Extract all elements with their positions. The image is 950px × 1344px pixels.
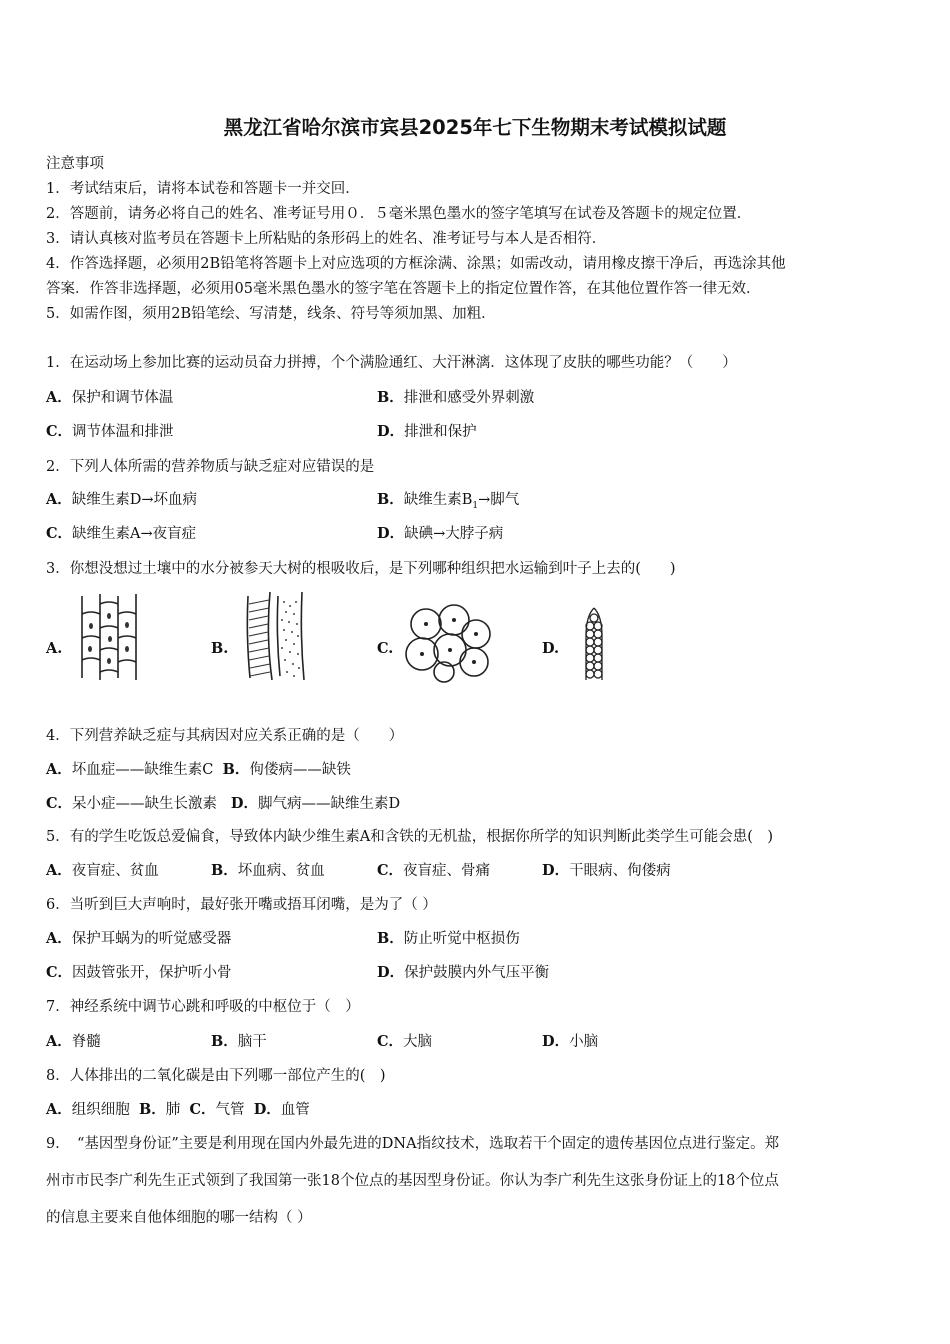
q7-option-d: D．小脑 bbox=[542, 1033, 599, 1050]
q3-option-a-label: A. bbox=[46, 640, 63, 657]
q4-options-line-2: C．呆小症——缺生长激素 D．脚气病——缺维生素D bbox=[46, 795, 401, 812]
question-1-stem: 1．在运动场上参加比赛的运动员奋力拼搏，个个满脸通红、大汗淋漓．这体现了皮肤的哪些功能？（ ） bbox=[46, 355, 737, 371]
q5-option-b: B．坏血病、贫血 bbox=[211, 862, 325, 879]
q1-option-a: A．保护和调节体温 bbox=[46, 389, 174, 406]
notice-item: 4．作答选择题，必须用2B铅笔将答题卡上对应选项的方框涂满、涂黑；如需改动，请用橡皮擦干净后，再选涂其他 bbox=[46, 256, 786, 272]
question-6-stem: 6．当听到巨大声响时，最好张开嘴或捂耳闭嘴，是为了（ ） bbox=[46, 897, 437, 913]
question-8-stem: 8．人体排出的二氧化碳是由下列哪一部位产生的( ) bbox=[46, 1068, 386, 1084]
q7-option-b: B．脑干 bbox=[211, 1033, 267, 1050]
q6-option-a: A．保护耳蜗为的听觉感受器 bbox=[46, 930, 232, 947]
q6-option-c: C．因鼓管张开，保护听小骨 bbox=[46, 964, 232, 981]
question-5-stem: 5．有的学生吃饭总爱偏食，导致体内缺少维生素A和含铁的无机盐，根据你所学的知识判断此类学生可能会患( ) bbox=[46, 829, 774, 845]
q5-option-d: D．干眼病、佝偻病 bbox=[542, 862, 671, 879]
vessel-tissue-b-image bbox=[242, 590, 308, 682]
q2-option-c: C．缺维生素A→夜盲症 bbox=[46, 525, 197, 542]
q5-option-c: C．夜盲症、骨痛 bbox=[377, 862, 491, 879]
q7-option-c: C．大脑 bbox=[377, 1033, 433, 1050]
q1-option-b: B．排泄和感受外界刺激 bbox=[377, 389, 535, 406]
notice-item: 3．请认真核对监考员在答题卡上所粘贴的条形码上的姓名、准考证号与本人是否相符． bbox=[46, 231, 607, 247]
notice-item: 5．如需作图，须用2B铅笔绘、写清楚，线条、符号等须加黑、加粗． bbox=[46, 306, 496, 322]
question-3-stem: 3．你想没想过土壤中的水分被参天大树的根吸收后，是下列哪种组织把水运输到叶子上去的( ) bbox=[46, 561, 676, 577]
q7-option-a: A．脊髓 bbox=[46, 1033, 101, 1050]
q2-option-b: B．缺维生素$B_1\to$脚气 bbox=[377, 491, 520, 511]
q6-option-d: D．保护鼓膜内外气压平衡 bbox=[377, 964, 550, 981]
q4-options-line-1: A．坏血症——缺维生素C B．佝偻病——缺铁 bbox=[46, 761, 351, 778]
notice-item: 1．考试结束后，请将本试卷和答题卡一并交回． bbox=[46, 181, 360, 197]
question-4-stem: 4．下列营养缺乏症与其病因对应关系正确的是（ ） bbox=[46, 728, 404, 744]
notice-item: 答案．作答非选择题，必须用05毫米黑色墨水的签字笔在答题卡上的指定位置作答，在其他位置作答一律无效． bbox=[46, 281, 761, 297]
cell-column-d-image bbox=[578, 606, 608, 684]
q6-option-b: B．防止听觉中枢损伤 bbox=[377, 930, 520, 947]
question-7-stem: 7．神经系统中调节心跳和呼吸的中枢位于（ ） bbox=[46, 999, 360, 1015]
q1-option-d: D．排泄和保护 bbox=[377, 423, 477, 440]
q3-option-b-label: B. bbox=[211, 640, 229, 657]
q8-options-line: A．组织细胞 B．肺 C．气管 D．血管 bbox=[46, 1101, 310, 1118]
q2-option-d: D．缺碘→大脖子病 bbox=[377, 525, 504, 542]
page-title: 黑龙江省哈尔滨市宾县2025年七下生物期末考试模拟试题 bbox=[223, 116, 727, 139]
q3-option-d-label: D. bbox=[542, 640, 560, 657]
question-9-stem-line-1: 9． “基因型身份证”主要是利用现在国内外最先进的DNA指纹技术，选取若干个固定的遗传基因位点进行鉴定。郑 bbox=[46, 1136, 780, 1152]
question-2-stem: 2．下列人体所需的营养物质与缺乏症对应错误的是 bbox=[46, 459, 375, 475]
q3-option-c-label: C. bbox=[377, 640, 394, 657]
notice-item: 2．答题前，请务必将自己的姓名、准考证号用０．５毫米黑色墨水的签字笔填写在试卷及答题卡的规定位置． bbox=[46, 206, 752, 222]
q2-option-a: A．缺维生素D→坏血病 bbox=[46, 491, 198, 508]
q5-option-a: A．夜盲症、贫血 bbox=[46, 862, 159, 879]
question-9-stem-line-2: 州市市民李广利先生正式领到了我国第一张18个位点的基因型身份证。你认为李广利先生这张身份证上的18个位点 bbox=[46, 1173, 779, 1189]
round-cells-c-image bbox=[402, 600, 494, 684]
q1-option-c: C．调节体温和排泄 bbox=[46, 423, 174, 440]
question-9-stem-line-3: 的信息主要来自他体细胞的哪一结构（ ） bbox=[46, 1210, 312, 1226]
notice-heading: 注意事项 bbox=[46, 156, 104, 172]
plant-tissue-a-image bbox=[76, 592, 142, 682]
